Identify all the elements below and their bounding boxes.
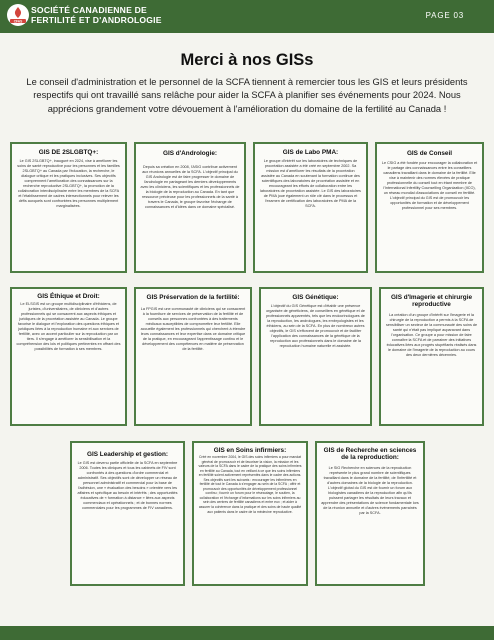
sig-card-title: GIS d'Imagerie et chirurgie reproductive — [390, 294, 473, 309]
sig-card-body: Le ELSGIS est un groupe multidisciplinaire d'éthiciens, de juristes, d'universitaires, de cliniciens et d'autres professionnels qui se consacrent aux aspects éthiques et juridiques de la procréation assistée au Canada. Le groupe favorise le dialogue et l'exploration des questions éthiques et juridiques liées à la reproduction humaine et aux services de fertilité, avec un accent particulier sur la reproduction par un tiers. Il s'engage à améliorer la sensibilisation et la compréhension des lois et politiques pertinentes en offrant des possibilités de formation à ses membres. — [16, 302, 121, 352]
sig-card-imagerie-chirurgie — [379, 287, 484, 426]
intro-paragraph: Le conseil d'administration et le personnel de la SCFA tiennent à remercier tous les GIS et leurs présidents respectifs qui ont travaillé sans relâche pour aider la SCFA à planifier ses événements pour 2024. Nous apprécions grandement votre dévouement à l'amélioration du domaine de la fertilité au Canada ! — [26, 77, 468, 114]
logo-text: CFAS — [13, 19, 23, 24]
sig-card-ethique-droit — [10, 287, 127, 426]
sig-card-recherche-reproduction — [315, 441, 425, 586]
sig-card-body: Le CSIG a été fondée pour encourager la collaboration et le partage des connaissances entre les conseillers canadiens travaillant dans le domaine de la fertilité. Elle vise à maintenir des normes élevées de pratique professionnelle du conseil tout en étant membre de l'International Infertility Counselling Organization (IICO), un réseau mondial d'associations de conseil en fertilité. L'objectif principal du GIS est de promouvoir les opportunités de formation et de développement professionnel pour ses membres. — [381, 161, 478, 211]
sig-card-body: Créé en novembre 2004, le GIS des soins infirmiers a pour mandat général de promouvoir et de favoriser la vision, la mission et les valeurs de la SCFA dans le cadre de la pratique des soins infirmiers en fertilité au Canada, tout en veillant à ce que les soins infirmiers en fertilité soient activement représentés dans le cadre des actions. Ses objectifs sont les suivants : encourager les infirmières en fertilité de tout le Canada à s'engager au sein de la SCFA ; offrir et promouvoir des opportunités de développement professionnel continu ; fournir un forum pour le réseautage, le soutien, la collaboration et l'échange d'informations sur les soins infirmiers au sein des centres de fertilité canadiens et entre eux ; et aider à assurer la cohérence dans la pratique et des soins de haute qualité aux patients dans le cadre de la médecine reproductive. — [198, 455, 302, 514]
sig-card-title: GIS Préservation de la fertilité: — [146, 294, 240, 301]
sig-card-labo-pma — [253, 142, 368, 273]
page-footer-bar — [0, 626, 494, 640]
sig-card-title: GIS d'Andrologie: — [162, 150, 218, 157]
sig-card-title: GIS de Conseil — [406, 150, 453, 157]
sig-card-title: GIS Leadership et gestion: — [87, 451, 168, 458]
sig-card-genetique — [259, 287, 372, 426]
page-header — [0, 0, 494, 33]
sig-card-title: GIS DE 2SLGBTQ+: — [38, 149, 99, 156]
page-title: Merci à nos GISs — [180, 51, 314, 69]
sig-card-title: GIS Éthique et Droit: — [37, 293, 100, 300]
sig-card-andrologie — [134, 142, 246, 273]
org-name-line-1: SOCIÉTÉ CANADIENNE DE — [31, 5, 147, 15]
sig-card-title: GIS en Soins infirmiers: — [213, 447, 287, 454]
organization-name — [31, 6, 162, 25]
sig-card-2slgbtq — [10, 142, 127, 273]
sig-card-body: Depuis sa création en 2008, l'ASIG contribue activement aux réunions annuelles de la SCFA. L'objectif principal du GIS Andrologie est de faire progresser le domaine de l'andrologie en partageant les derniers développements avec les cliniciens, les scientifiques et les professionnels de la biologie de la reproduction au Canada. En tant que ressource précieuse pour les professionnels de la santé à travers le Canada, le groupe favorise l'échange de connaissances et d'idées dans ce domaine spécialisé. — [140, 165, 240, 210]
sig-card-body: Le SIG Recherche en sciences de la reproduction représente le plus grand nombre de scientifiques travaillant dans le domaine de la fertilité, de l'infertilité et d'autres domaines de la biologie de la reproduction. L'objectif global du GIS est de fournir un forum aux biologistes canadiens de la reproduction afin qu'ils puissent partager les résultats de leurs travaux et apprendre des présentations de science fondamentale lors de la réunion annuelle et d'autres événements parrainés par la SCFA. — [321, 466, 419, 516]
sig-card-conseil — [375, 142, 484, 273]
sig-card-title: GIS Génétique: — [292, 294, 339, 301]
sig-card-body: Le groupe d'intérêt sur les laboratoires de techniques de procréation assistée a été créé en septembre 2002. Sa mission est d'améliorer les résultats de la procréation assistée au Canada en soutenant la formation continue des scientifiques des laboratoires de procréation assistée et en encourageant les efforts de collaboration entre les laboratoires de procréation assistée. Le GIS des laboratoires de PMA joue également un rôle clé dans le processus et l'examen de certification des laboratoires de PMA de la SCFA. — [260, 159, 361, 209]
sig-card-body: La FPGIS est une communauté de cliniciens qui se consacrent à la fourniture de services de préservation de la fertilité et de conseils aux personnes confrontées à des traitements médicaux susceptibles de compromettre leur fertilité. Elle accueille également les professionnels qui cherchent à étendre leurs connaissances et leur expertise dans ce domaine critique de la pratique, en encourageant l'apprentissage continu et le développement des compétences en matière de préservation de la fertilité. — [140, 307, 246, 352]
org-name-line-2: FERTILITÉ ET D'ANDROLOGIE — [31, 14, 162, 25]
sig-card-body: Le GIS est devenu partie officielle de la SCFA en septembre 2006. Toutes les cliniques et tous les cabinets de FIV sont confrontés à des questions d'ordre commercial et administratif. Ses objectifs sont de développer un réseau de personnel administratif et commercial pour la base de l'adhésion, une « évaluation des besoins » orientée vers les affaires et spécifique au besoin et intérêts ; des opportunités éducatives de « formation à distance » liées aux aspects commerciaux et opérationnels ; et de bonnes normes commerciales pour les programmes de FIV canadiens. — [77, 461, 178, 511]
sig-card-body: L'objectif du GIS Génétique est d'établir une présence organisée de généticiens, de conseillers en génétique et de professionnels apparentés, tels que les endocrinologues de la reproduction, les andrologues, les embryologistes et les éthiciens, au sein de la SCFA. En plus de nombreux autres objectifs, le GIS s'efforcent de promouvoir et de faciliter l'application des connaissances de la génétique de la reproduction aux professionnels dans le domaine de la reproduction humaine naturelle et assistée. — [266, 304, 365, 349]
sig-card-preservation-fertilite — [134, 287, 252, 426]
sig-card-body: Le GIS 2SLGBTQ+, inauguré en 2024, vise à améliorer les soins de santé reproductive pour les personnes et les familles 2SLGBTQ+ au Canada par l'éducation, la recherche, le dialogue critique et les pratiques inclusives. Ses objectifs comprennent l'amélioration des connaissances sur la recherche reproductive 2SLGBTQ+, la promotion de la collaboration interdisciplinaire entre les membres de la SCFA et l'établissement de cadres intersectionnels pour relever les défis auxquels sont confrontées les personnes multiplement marginalisées. — [17, 159, 120, 209]
sig-card-leadership-gestion — [70, 441, 185, 586]
sig-card-body: La création d'un groupe d'intérêt sur l'imagerie et la chirurgie de la reproduction a permis à la SCFA de sensibiliser un secteur de la communauté des soins de santé qui n'était pas impliqué auparavant dans l'organisation. Ce groupe a pour mission de faire connaître la SCFA et de parrainer des initiatives éducatives liées aux progrès stupéfiants réalisés dans le domaine de l'imagerie de la reproduction au cours des deux dernières décennies. — [385, 313, 478, 358]
sig-card-title: GIS de Recherche en sciences de la reproduction: — [323, 447, 417, 462]
sig-card-soins-infirmiers — [192, 441, 308, 586]
page-number: PAGE 03 — [425, 11, 464, 20]
sig-card-title: GIS de Labo PMA: — [282, 149, 339, 156]
cfas-logo — [6, 3, 30, 27]
